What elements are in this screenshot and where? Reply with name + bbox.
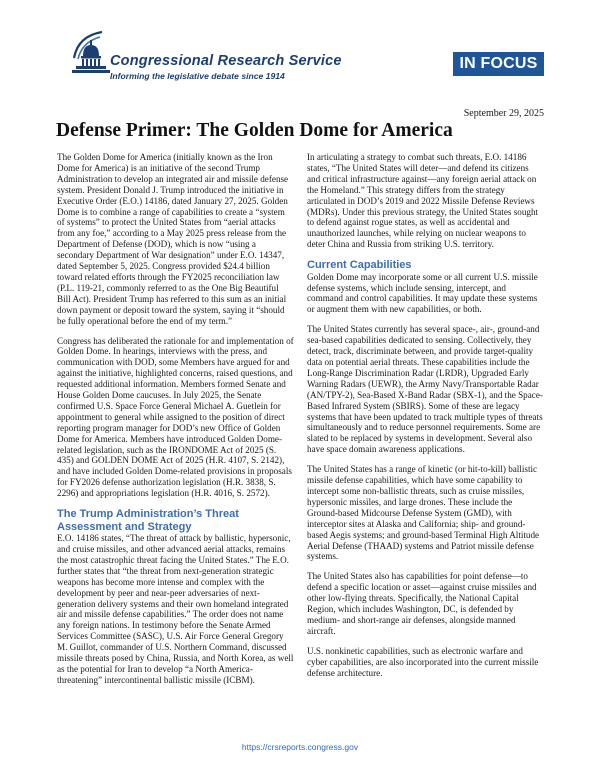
paragraph: The United States currently has several space-, air-, ground-and sea-based capabilities dedicated to sensing. Collectively, they detect, track, discriminate between, and provide target-quality data on potential aerial threats. These capabilities include the Long-Range Discrimination Radar (LRDR), Upgraded Early Warning Radars (UEWR), the Army Navy/Transportable Radar (AN/TPY-2), Sea-Based X-Band Radar (SBX-1), and the Space-Based Infrared System (SBIRS). Some of these are legacy systems that have been updated to track multiple types of threats simultaneously and to reduce personnel requirements. Some are slated to be replaced by systems in development. Several also have space domain awareness applications. [307, 324, 543, 455]
paragraph: The United States has a range of kinetic (or hit-to-kill) ballistic missile defense capabilities, which have some capability to intercept some non-ballistic threats, such as cruise missiles, hypersonic missiles, and large drones. These include the Ground-based Midcourse Defense System (GMD), with interceptor sites at Alaska and California; ship- and ground-based Aegis systems; and ground-based Terminal High Altitude Aerial Defense (THAAD) systems and Patriot missile defense systems. [307, 464, 540, 562]
footer-url-link[interactable]: https://crsreports.congress.gov [241, 742, 359, 752]
section-heading-current-capabilities: Current Capabilities [307, 259, 412, 272]
capitol-dome-icon [70, 28, 114, 76]
paragraph: E.O. 14186 states, “The threat of attack by ballistic, hypersonic, and cruise missiles, and other advanced aerial attacks, remains the most catastrophic threat facing the United States.” The E.O. further states that “the threat from next-generation strategic weapons has become more intense and complex with the development by peer and near-peer adversaries of next-generation delivery systems and their own homeland integrated air and missile defense capabilities.” The order does not name any foreign nations. In testimony before the Senate Armed Services Committee (SASC), U.S. Air Force General Gregory M. Guillot, commander of U.S. Northern Command, discussed missile threats posed by China, Russia, and North Korea, as well as the potential for Iran to develop “a North America-threatening” intercontinental ballistic missile (ICBM). [57, 533, 294, 685]
org-name: Congressional Research Service [110, 53, 342, 69]
paragraph: The United States also has capabilities for point defense—to defend a specific location or asset—against cruise missiles and other low-flying threats. Specifically, the National Capital Region, which includes Washington, DC, is defended by medium- and short-range air defenses, alongside manned aircraft. [307, 571, 537, 636]
paragraph: Congress has deliberated the rationale for and implementation of Golden Dome. In hearings, interviews with the press, and communication with DOD, some Members have argued for and against the initiative, highlighted concerns, raised questions, and requested additional information. Members formed Senate and House Golden Dome caucuses. In July 2025, the Senate confirmed U.S. Space Force General Michael A. Guetlein for appointment to general while assigned to the position of direct reporting program manager for DOD’s new Office of Golden Dome for America. Members have introduced Golden Dome-related legislation, such as the IRONDOME Act of 2025 (S. 435) and GOLDEN DOME Act of 2025 (H.R. 4107, S. 2142), and have included Golden Dome-related provisions in proposals for FY2026 defense authorization legislation (H.R. 3838, S. 2296) and appropriations legislation (H.R. 4016, S. 2572). [57, 335, 294, 499]
paragraph: U.S. nonkinetic capabilities, such as electronic warfare and cyber capabilities, are also incorporated into the current missile defense architecture. [307, 645, 539, 678]
paragraph: In articulating a strategy to combat such threats, E.O. 14186 states, “The United States will deter—and defend its citizens and critical infrastructure against—any foreign aerial attack on the Homeland.” This strategy differs from the strategy articulated in DOD’s 2019 and 2022 Missile Defense Reviews (MDRs). Under this previous strategy, the United States sought to defend against rogue states, as well as accidental and unauthorized launches, while relying on nuclear weapons to deter China and Russia from striking U.S. territory. [307, 152, 539, 250]
org-tagline: Informing the legislative debate since 1914 [110, 71, 285, 81]
right-column [307, 152, 544, 687]
paragraph: Golden Dome may incorporate some or all current U.S. missile defense systems, which include sensing, intercept, and command and control capabilities. It may update these systems or augment them with new capabilities, or both. [307, 271, 538, 315]
section-heading-threat-assessment: The Trump Administration’s Threat Assessment and Strategy [57, 508, 239, 533]
left-column [57, 152, 294, 695]
page-title: Defense Primer: The Golden Dome for America [56, 120, 453, 141]
paragraph: The Golden Dome for America (initially known as the Iron Dome for America) is an initiative of the second Trump Administration to develop an integrated air and missile defense system. President Donald J. Trump introduced the initiative in Executive Order (E.O.) 14186, dated January 27, 2025. Golden Dome is to combine a range of capabilities to create a “system of systems” to protect the United States from “aerial attacks from any foe,” according to a May 2025 press release from the Department of Defense (DOD), which is now “using a secondary Department of War designation” under E.O. 14347, dated September 5, 2025. Congress provided $24.4 billion toward related efforts through the FY2025 reconciliation law (P.L. 119-21, commonly referred to as the One Big Beautiful Bill Act). President Trump has referred to this sum as an initial down payment or deposit toward the system, saying it “should be fully operational before the end of my term.” [57, 152, 289, 326]
publication-date: September 29, 2025 [463, 108, 544, 119]
in-focus-badge: IN FOCUS [453, 52, 544, 76]
report-header [0, 0, 600, 92]
